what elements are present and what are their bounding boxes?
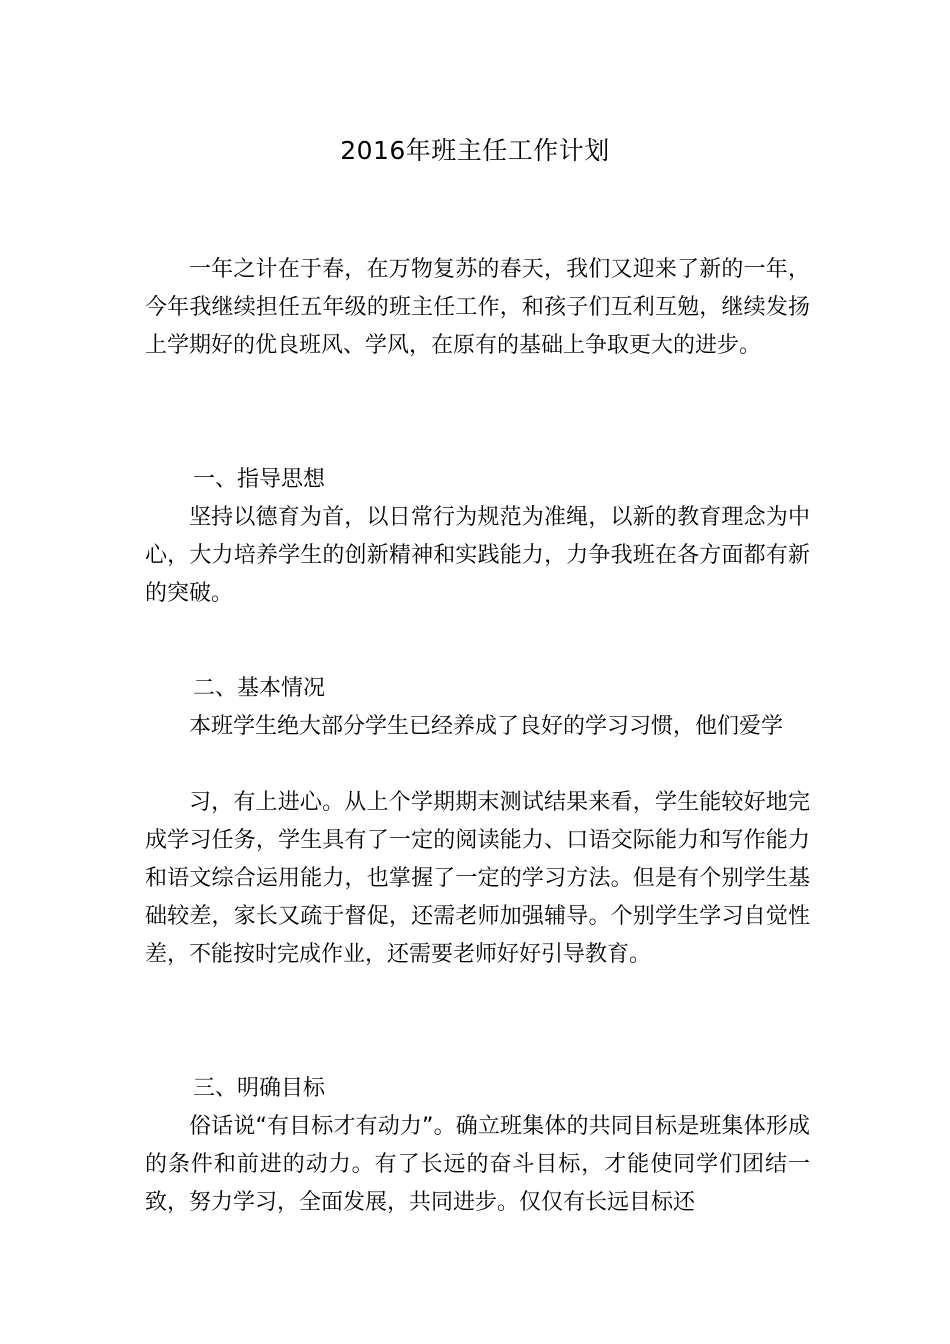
section-paragraph-basic-situation-2: 习，有上进心。从上个学期期末测试结果来看，学生能较好地完成学习任务，学生具有了一定的阅读能力、口语交际能力和写作能力和语文综合运用能力，也掌握了一定的学习方法。但是有个别学生基础较差，家长又疏于督促，还需老师加强辅导。个别学生学习自觉性差，不能按时完成作业，还需要老师好好引导教育。 xyxy=(145,790,810,967)
section-heading-guiding-ideology: 一、指导思想 xyxy=(193,467,326,492)
section-paragraph-clear-goals: 俗话说“有目标才有动力”。确立班集体的共同目标是班集体形成的条件和前进的动力。有了长远的奋斗目标，才能使同学们团结一致，努力学习，全面发展，共同进步。仅仅有长远目标还 xyxy=(145,1114,810,1215)
section-paragraph-guiding-ideology: 坚持以德育为首，以日常行为规范为准绳，以新的教育理念为中心，大力培养学生的创新精神和实践能力，力争我班在各方面都有新的突破。 xyxy=(145,505,810,606)
section-heading-clear-goals: 三、明确目标 xyxy=(193,1076,326,1101)
document-title: 2016年班主任工作计划 xyxy=(340,136,610,165)
intro-paragraph: 一年之计在于春，在万物复苏的春天，我们又迎来了新的一年，今年我继续担任五年级的班主任工作，和孩子们互利互勉，继续发扬上学期好的优良班风、学风，在原有的基础上争取更大的进步。 xyxy=(145,257,810,358)
section-paragraph-basic-situation-1: 本班学生绝大部分学生已经养成了良好的学习习惯，他们爱学 xyxy=(189,714,784,739)
section-heading-basic-situation: 二、基本情况 xyxy=(193,676,326,701)
